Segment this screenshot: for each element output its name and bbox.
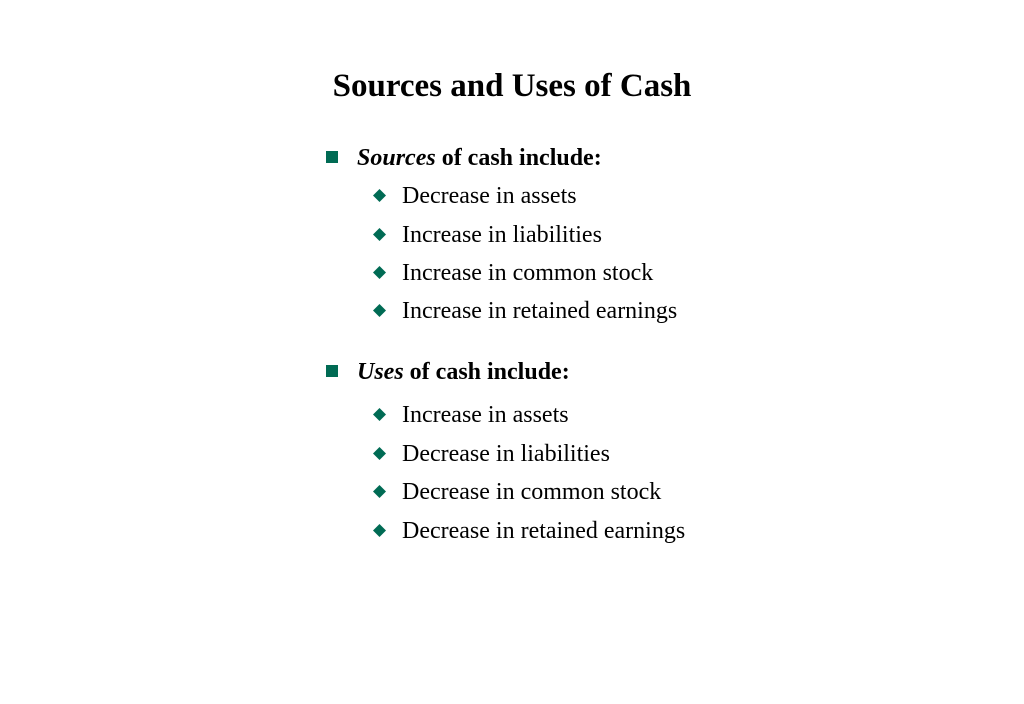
- diamond-bullet-icon: [373, 447, 386, 460]
- uses-heading-rest: of cash include:: [409, 359, 570, 385]
- uses-emphasis: Uses: [357, 359, 404, 385]
- diamond-bullet-icon: [373, 524, 386, 537]
- list-item-label: Decrease in common stock: [402, 479, 662, 505]
- list-item: [373, 516, 685, 546]
- list-item: [373, 181, 577, 211]
- diamond-bullet-icon: [373, 485, 386, 498]
- list-item: [373, 220, 602, 250]
- sources-emphasis: Sources: [357, 145, 436, 171]
- list-item-label: Decrease in retained earnings: [402, 518, 686, 544]
- list-item-label: Increase in assets: [402, 402, 569, 428]
- list-item: [373, 477, 661, 507]
- uses-heading: [326, 357, 570, 387]
- diamond-bullet-icon: [373, 408, 386, 421]
- list-item-label: Decrease in liabilities: [402, 441, 610, 467]
- list-item: [373, 296, 677, 326]
- sources-heading: [326, 143, 602, 173]
- slide-title: Sources and Uses of Cash: [332, 68, 692, 104]
- list-item-label: Increase in common stock: [402, 260, 654, 286]
- list-item-label: Decrease in assets: [402, 183, 577, 209]
- sources-heading-rest: of cash include:: [441, 145, 602, 171]
- diamond-bullet-icon: [373, 189, 386, 202]
- list-item: [373, 439, 610, 469]
- diamond-bullet-icon: [373, 304, 386, 317]
- list-item-label: Increase in liabilities: [402, 222, 602, 248]
- square-bullet-icon: [326, 151, 338, 163]
- diamond-bullet-icon: [373, 266, 386, 279]
- square-bullet-icon: [326, 365, 338, 377]
- list-item-label: Increase in retained earnings: [402, 298, 678, 324]
- diamond-bullet-icon: [373, 228, 386, 241]
- list-item: [373, 258, 653, 288]
- list-item: [373, 400, 569, 430]
